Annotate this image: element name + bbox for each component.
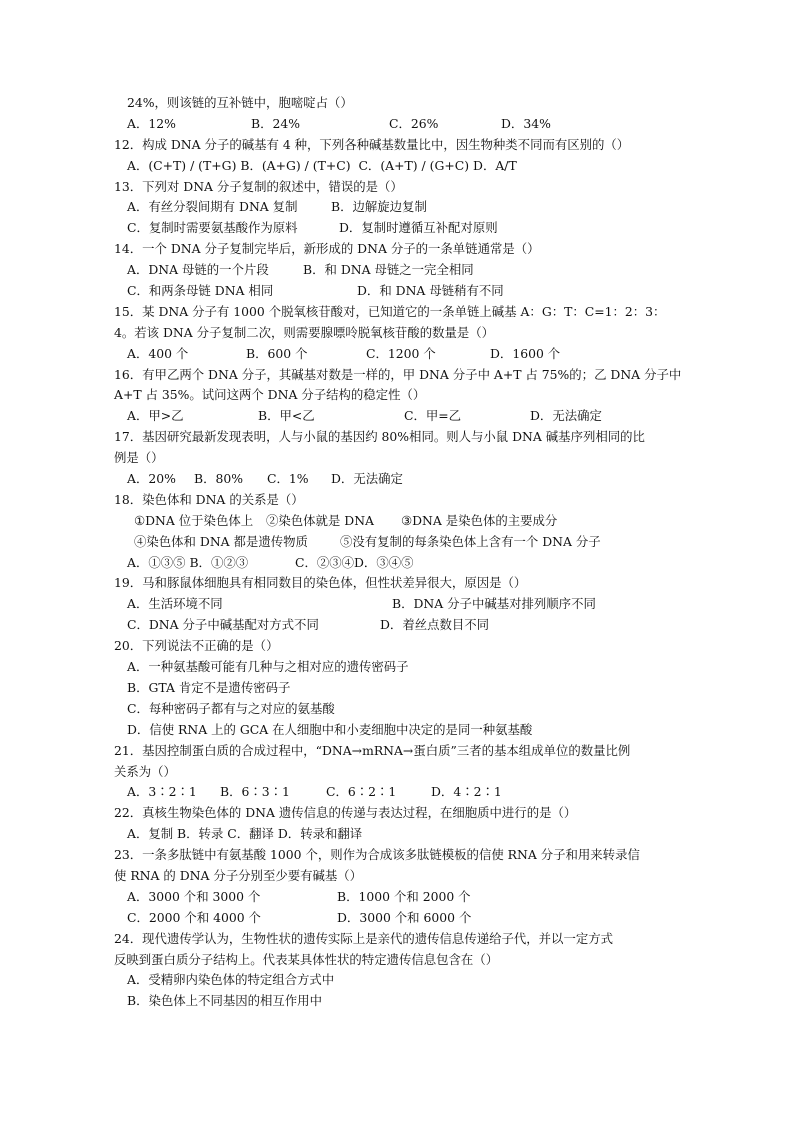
text-line: 12．构成 DNA 分子的碱基有 4 种，下列各种碱基数量比中，因生物种类不同而有区别的（） xyxy=(114,136,630,152)
options-line xyxy=(114,887,694,908)
text-line: 14．一个 DNA 分子复制完毕后，新形成的 DNA 分子的一条单链通常是（） xyxy=(114,241,540,257)
text-line: 23．一条多肽链中有氨基酸 1000 个，则作为合成该多肽链模板的信使 RNA 分子和用来转录信 xyxy=(114,847,640,863)
option-text: A．有丝分裂间期有 DNA 复制 xyxy=(127,199,298,215)
option-text: A．400 个 xyxy=(127,345,189,361)
text-line: 18．染色体和 DNA 的关系是（） xyxy=(114,491,304,507)
option-text: B．和 DNA 母链之一完全相同 xyxy=(303,262,474,278)
text-line: 13．下列对 DNA 分子复制的叙述中，错误的是（） xyxy=(114,178,403,194)
option-text: C．DNA 分子中碱基配对方式不同 xyxy=(127,617,319,633)
text-line: 关系为（） xyxy=(114,763,176,779)
text-line: B．GTA 肯定不是遗传密码子 xyxy=(127,679,291,695)
option-text: ③DNA 是染色体的主要成分 xyxy=(401,512,558,528)
option-text: A．DNA 母链的一个片段 xyxy=(127,262,269,278)
option-text: C．甲=乙 xyxy=(404,408,462,424)
option-text: B．DNA 分子中碱基对排列顺序不同 xyxy=(392,596,596,612)
text-line: 17．基因研究最新发现表明，人与小鼠的基因约 80%相同。则人与小鼠 DNA 碱基序列相同的比 xyxy=(114,429,645,445)
option-text: D．1600 个 xyxy=(490,345,561,361)
options-line xyxy=(114,281,694,302)
option-text: B．边解旋边复制 xyxy=(331,199,427,215)
option-text: C．6∶2∶1 xyxy=(326,784,397,800)
option-text: C．26% xyxy=(389,115,439,131)
option-text: A．生活环境不同 xyxy=(127,596,223,612)
document-page xyxy=(114,93,694,1012)
text-line: 例是（） xyxy=(114,450,164,466)
option-text: C．和两条母链 DNA 相同 xyxy=(127,283,274,299)
option-text: C．2000 个和 4000 个 xyxy=(127,909,261,925)
options-line xyxy=(114,218,694,239)
option-text: A．12% xyxy=(127,115,176,131)
text-line: A+T 占 35%。试问这两个 DNA 分子结构的稳定性（） xyxy=(114,387,426,403)
options-line xyxy=(114,594,694,615)
option-text: D．着丝点数目不同 xyxy=(380,617,490,633)
option-text: A．3∶2∶1 xyxy=(127,784,197,800)
text-line: 反映到蛋白质分子结构上。代表某具体性状的特定遗传信息包含在（） xyxy=(114,951,499,967)
text-line: A．(C+T) / (T+G) B．(A+G) / (T+C) C．(A+T) / (G+C) D．A/T xyxy=(127,157,517,173)
text-line: 4。若该 DNA 分子复制二次，则需要腺嘌呤脱氧核苷酸的数量是（） xyxy=(114,324,495,340)
text-line: 20．下列说法不正确的是（） xyxy=(114,638,279,654)
options-line xyxy=(114,197,694,218)
option-text: ①DNA 位于染色体上 xyxy=(134,512,254,528)
text-line: 15．某 DNA 分子有 1000 个脱氧核苷酸对，已知道它的一条单链上碱基 A：G：T：C=1：2：3： xyxy=(114,303,666,319)
option-text: D．③④⑤ xyxy=(354,554,414,570)
option-text: ②染色体就是 DNA xyxy=(266,512,375,528)
option-text: D．复制时遵循互补配对原则 xyxy=(339,220,498,236)
option-text: D．无法确定 xyxy=(331,471,403,487)
text-line: 使 RNA 的 DNA 分子分别至少要有碱基（） xyxy=(114,867,363,883)
text-line: C．每种密码子都有与之对应的氨基酸 xyxy=(127,700,335,716)
option-text: D．4∶2∶1 xyxy=(431,784,502,800)
options-line xyxy=(114,782,694,803)
option-text: ⑤没有复制的每条染色体上含有一个 DNA 分子 xyxy=(340,533,601,549)
option-text: C．复制时需要氨基酸作为原料 xyxy=(127,220,298,236)
option-text: A．甲>乙 xyxy=(127,408,184,424)
text-line: 19．马和豚鼠体细胞具有相同数目的染色体，但性状差异很大，原因是（） xyxy=(114,575,527,591)
option-text: B．甲<乙 xyxy=(258,408,315,424)
options-line xyxy=(114,511,694,532)
options-line xyxy=(114,553,694,574)
text-line: B．染色体上不同基因的相互作用中 xyxy=(127,993,322,1009)
option-text: B．1000 个和 2000 个 xyxy=(337,888,471,904)
text-line: 16．有甲乙两个 DNA 分子，其碱基对数是一样的，甲 DNA 分子中 A+T 占 75%的；乙 DNA 分子中 xyxy=(114,366,682,382)
options-line xyxy=(114,532,694,553)
options-line xyxy=(114,908,694,929)
text-line: A．复制 B．转录 C．翻译 D．转录和翻译 xyxy=(127,826,363,842)
option-text: D．3000 个和 6000 个 xyxy=(337,909,472,925)
option-text: B．6∶3∶1 xyxy=(220,784,290,800)
text-line: A．一种氨基酸可能有几种与之相对应的遗传密码子 xyxy=(127,659,409,675)
option-text: A．20% xyxy=(127,471,176,487)
options-line xyxy=(114,260,694,281)
options-line xyxy=(114,615,694,636)
text-line: A．受精卵内染色体的特定组合方式中 xyxy=(127,972,335,988)
option-text: B．80% xyxy=(194,471,244,487)
options-line xyxy=(114,406,694,427)
option-text: B．24% xyxy=(251,115,301,131)
options-line xyxy=(114,344,694,365)
option-text: C．②③④ xyxy=(295,554,355,570)
option-text: A．①③⑤ B．①②③ xyxy=(127,554,249,570)
option-text: B．600 个 xyxy=(246,345,308,361)
option-text: ④染色体和 DNA 都是遗传物质 xyxy=(134,533,308,549)
option-text: C．1200 个 xyxy=(366,345,436,361)
text-line: 24%，则该链的互补链中，胞嘧啶占（） xyxy=(127,95,353,110)
text-line: 22．真核生物染色体的 DNA 遗传信息的传递与表达过程，在细胞质中进行的是（） xyxy=(114,805,577,821)
text-line: 21．基因控制蛋白质的合成过程中，“DNA→mRNA→蛋白质”三者的基本组成单位的数量比例 xyxy=(114,742,631,758)
option-text: D．和 DNA 母链稍有不同 xyxy=(357,283,504,299)
option-text: D．34% xyxy=(501,115,551,131)
text-line: D．信使 RNA 上的 GCA 在人细胞中和小麦细胞中决定的是同一种氨基酸 xyxy=(127,721,533,737)
option-text: C．1% xyxy=(267,471,309,487)
option-text: A．3000 个和 3000 个 xyxy=(127,888,261,904)
options-line xyxy=(114,469,694,490)
options-line xyxy=(114,114,694,135)
option-text: D．无法确定 xyxy=(530,408,602,424)
text-line: 24．现代遗传学认为，生物性状的遗传实际上是亲代的遗传信息传递给子代，并以一定方式 xyxy=(114,930,614,946)
